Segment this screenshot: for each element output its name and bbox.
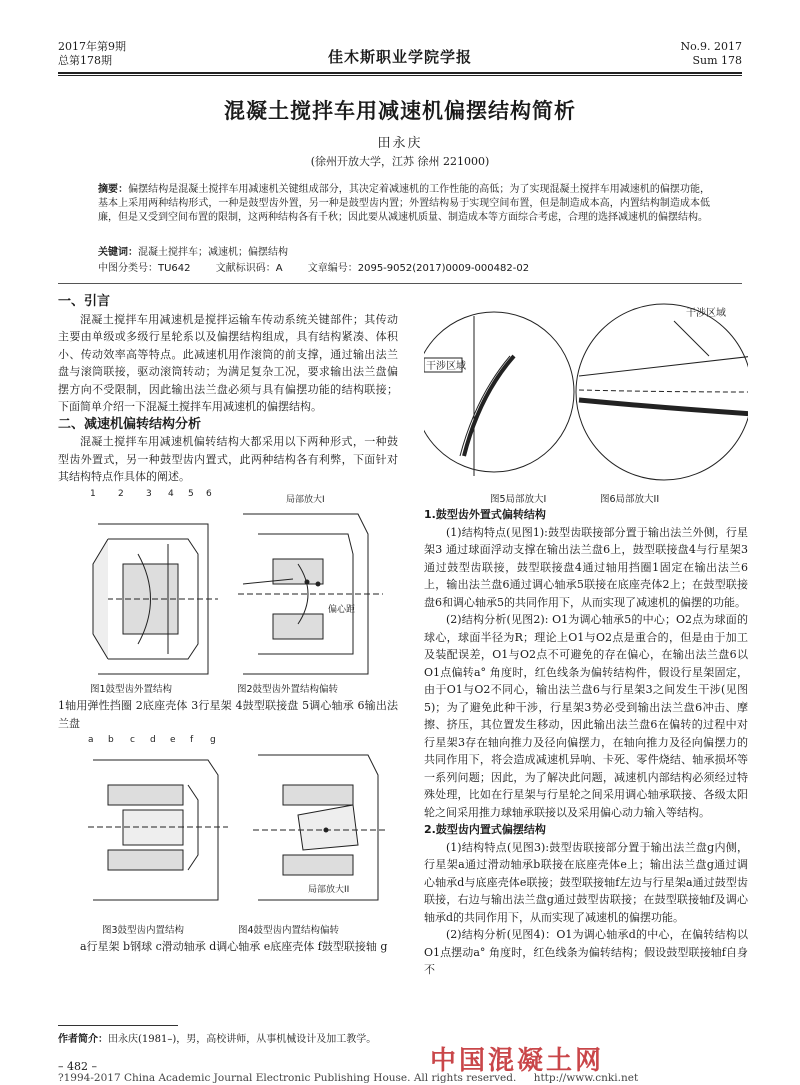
classification-line: [98, 259, 551, 274]
issue-line: 2017年第9期: [58, 40, 126, 53]
affiliation: (徐州开放大学，江苏 徐州 221000): [310, 155, 490, 168]
subsection-1-heading: 1.鼓型齿外置式偏转结构: [424, 508, 546, 521]
header-rule-thin: [58, 75, 742, 76]
fig1-label-6: 6: [206, 489, 212, 499]
copyright-text: ?1994-2017 China Academic Journal Electronic Publishing House. All rights reserved.: [58, 1072, 517, 1084]
fig1-label-4: 4: [168, 489, 174, 499]
article-number: 文章编号：2095-9052(2017)0009-000482-02: [307, 263, 530, 274]
section-1-heading: 一、引言: [58, 294, 111, 309]
fig3-label-d: d: [150, 735, 156, 745]
figure-5-6-drawing: [424, 296, 748, 484]
subsection-2-paragraph-1: (1)结构特点(见图3):鼓型齿联接部分置于输出法兰盘g内侧，行星架a通过滑动轴承b联接在底座壳体e上；输出法兰盘g通过调心轴承d与底座壳体e联接；鼓型联接轴f左边与行星架a通过鼓型齿联接，右边与输出法兰盘g通过鼓型齿联接；在鼓型联接轴f及调心轴承d的共同作用下，从而实现了减速机的偏摆功能。: [424, 840, 748, 924]
issue-total-line: 总第178期: [58, 54, 112, 67]
abstract-separator: [58, 283, 742, 284]
right-column: [424, 506, 748, 979]
fig4-detail-label: 局部放大II: [308, 885, 350, 895]
journal-issue-en: [680, 40, 742, 68]
fig3-label-e: e: [170, 735, 176, 745]
abstract-label: 摘要：: [98, 184, 129, 195]
cnki-link[interactable]: http://www.cnki.net: [533, 1072, 639, 1084]
site-watermark: 中国混凝土网: [430, 1046, 605, 1076]
figure-4-caption: 图4鼓型齿内置结构偏转: [238, 925, 340, 936]
fig3-label-b: b: [108, 735, 114, 745]
author-bio-footnote: [58, 1030, 376, 1045]
abstract-text: 偏摆结构是混凝土搅拌车用减速机关键组成部分，其决定着减速机的工作性能的高低；为了实现混凝土搅拌车用减速机的偏摆功能，基本上采用两种结构形式，一种是鼓型齿外置，另一种是鼓型齿内置；外置结构易于实现空间布置，但是制造成本高，内置结构制造成本低廉，但是又受到空间布置的限制，这两种结构各有千秋；因此要从减速机质量、制造成本等方面综合考虑，合理的选择减速机的偏摆结构。: [98, 184, 711, 223]
paper-title: 混凝土搅拌车用减速机偏摆结构简析: [224, 98, 576, 123]
fig3-label-f: f: [190, 735, 194, 745]
figure-3-4-drawing: [68, 730, 398, 910]
footnote-rule: [58, 1025, 178, 1026]
abstract: [98, 183, 710, 225]
figure-5-caption: 图5局部放大I: [490, 494, 547, 505]
author: 田永庆: [377, 136, 423, 151]
fig5-interference-label: 干涉区域: [426, 361, 466, 372]
figure-2-caption: 图2鼓型齿外置结构偏转: [237, 684, 339, 695]
figure-1-2-drawing: [68, 484, 398, 684]
clc-number: 中图分类号：TU642: [98, 263, 191, 274]
keywords: [98, 243, 288, 258]
footnote-text: 田永庆(1981–)，男，高校讲师，从事机械设计及加工教学。: [108, 1034, 377, 1045]
page-number: – 482 –: [58, 1060, 97, 1073]
subsection-2-heading: 2.鼓型齿内置式偏摆结构: [424, 823, 546, 836]
subsection-1-paragraph-2: (2)结构分析(见图2): O1为调心轴承5的中心；O2点为球面的球心，球面半径为R；理论上O1与O2点是重合的，但是由于加工及装配误差，O1与O2点不可避免的存在偏心，在输出法兰盘6以O1点偏转a° 角度时，红色线条为偏转结构件，假设行星架固定，由于O1与O2不同心，输出法兰盘6与行星架3之间发生干涉(见图5)；为了避免此种干涉，行星架3势必受到输出法兰盘6冲击、摩擦、挤压，其位置发生移动，因此输出法兰盘6在偏转的过程中对行星架3存在轴向推力及径向偏摆力，在轴向推力及径向偏摆力的共同作用下，将会造成减速机异响、卡死、零件烧结、轴承损坏等一系列问题；因此，为了解决此问题，减速机内部结构必须经过特殊处理，比如在行星架与行星轮之间采用调心轴承联接、各级太阳轮之间采用推力球轴承联接以及采用偏心动力输入等结构。: [424, 613, 748, 819]
fig2-detail-label: 局部放大I: [286, 495, 325, 505]
section-2-paragraph: 混凝土搅拌车用减速机偏转结构大都采用以下两种形式，一种鼓型齿外置式，另一种鼓型齿内置式，此两种结构各有利弊，下面针对其结构特点作具体的阐述。: [58, 435, 398, 483]
fig1-label-5: 5: [188, 489, 194, 499]
subsection-1-paragraph-1: (1)结构特点(见图1):鼓型齿联接部分置于输出法兰外侧，行星架3 通过球面浮动支撑在输出法兰盘6上，鼓型联接盘4与行星架3通过鼓型齿联接，鼓型联接盘4通过轴用挡圈1固定在输出法兰6上，输出法兰盘6通过调心轴承5联接在底座壳体2上；在鼓型联接盘6和调心轴承5的共同作用下，从而实现了减速机的偏摆的功能。: [424, 525, 748, 609]
journal-name: 佳木斯职业学院学报: [327, 48, 472, 66]
keywords-label: 关键词：: [98, 247, 138, 258]
subsection-2-paragraph-2: (2)结构分析(见图4)：O1为调心轴承d的中心，在偏转结构以O1点摆动a° 角度时，红色线条为偏转结构；假设鼓型联接轴f自身不: [424, 928, 748, 976]
section-1-paragraph: 混凝土搅拌车用减速机是搅拌运输车传动系统关键部件；其传动主要由单级或多级行星轮系以及偏摆结构组成，具有结构紧凑、体积小、传动效率高等特点。此减速机用作滚筒的前支撑，通过输出法兰盘与滚筒联接，驱动滚筒转动；为满足复杂工况，要求输出法兰盘偏摆方向不受限制，因此输出法兰盘必须与具有偏摆功能的结构联接；下面简单介绍一下混凝土搅拌车用减速机的偏摆结构。: [58, 312, 398, 413]
figure-1-2-legend: 1轴用弹性挡圈 2底座壳体 3行星架 4鼓型联接盘 5调心轴承 6输出法兰盘: [58, 699, 398, 730]
fig1-label-2: 2: [118, 489, 124, 499]
figure-1-caption: 图1鼓型齿外置结构: [90, 684, 173, 695]
copyright-line: [58, 1072, 638, 1084]
fig3-label-a: a: [88, 735, 94, 745]
fig3-label-g: g: [210, 735, 216, 745]
document-code: 文献标识码：A: [215, 263, 283, 274]
fig6-interference-label: 干涉区域: [686, 308, 726, 319]
issue-line-en: No.9. 2017: [680, 40, 742, 53]
keywords-text: 混凝土搅拌车；减速机；偏摆结构: [138, 247, 288, 258]
figure-3-4-legend: a行星架 b钢球 c滑动轴承 d调心轴承 e底座壳体 f鼓型联接轴 g: [80, 940, 388, 953]
fig1-label-3: 3: [146, 489, 152, 499]
fig2-offset-label: 偏心距: [328, 605, 356, 615]
left-column: [58, 293, 398, 486]
figure-6-caption: 图6局部放大II: [600, 494, 660, 505]
footnote-label: 作者简介：: [58, 1034, 108, 1045]
section-2-heading: 二、减速机偏转结构分析: [58, 416, 202, 432]
fig1-label-1: 1: [90, 489, 96, 499]
header-rule: [58, 72, 742, 74]
fig3-label-c: c: [130, 735, 135, 745]
figure-3-caption: 图3鼓型齿内置结构: [102, 925, 185, 936]
issue-total-line-en: Sum 178: [692, 54, 742, 67]
